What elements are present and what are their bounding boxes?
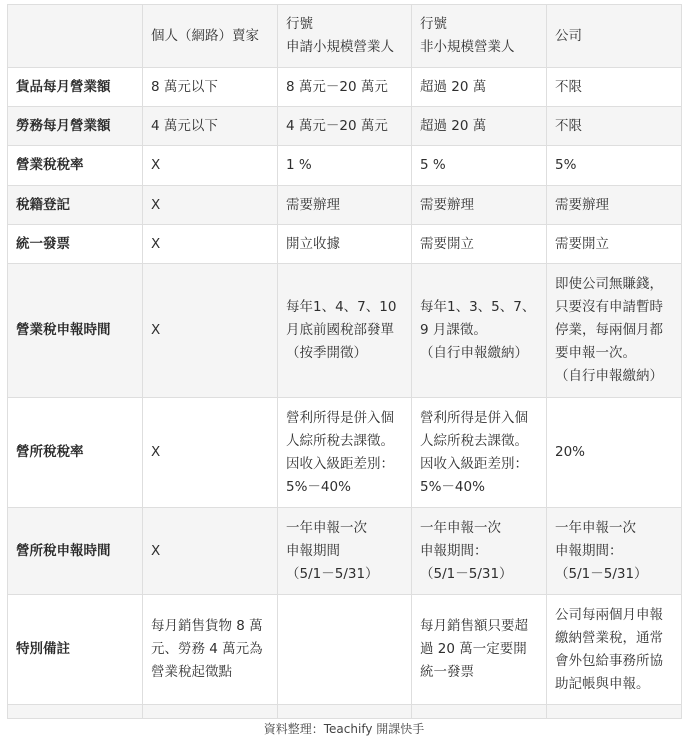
row-label: 營業稅申報時間 <box>8 264 143 398</box>
empty-cell <box>278 705 412 719</box>
table-cell: 8 萬元－20 萬元 <box>278 68 412 107</box>
empty-cell <box>8 705 143 719</box>
table-cell: X <box>143 508 278 595</box>
table-cell: 8 萬元以下 <box>143 68 278 107</box>
header-company: 公司 <box>547 5 682 68</box>
table-cell: 5% <box>547 146 682 186</box>
tax-comparison-table <box>7 4 682 719</box>
empty-cell <box>143 705 278 719</box>
table-cell: 5 % <box>412 146 547 186</box>
table-cell: 4 萬元－20 萬元 <box>278 107 412 146</box>
table-cell: 每年1、3、5、7、9 月課徵。 （自行申報繳納） <box>412 264 547 398</box>
row-label: 營業稅稅率 <box>8 146 143 186</box>
table-cell: 超過 20 萬 <box>412 107 547 146</box>
empty-cell <box>412 705 547 719</box>
table-cell: 1 % <box>278 146 412 186</box>
table-cell: 每月銷售貨物 8 萬元、勞務 4 萬元為營業稅起徵點 <box>143 595 278 705</box>
table-cell: X <box>143 398 278 508</box>
table-cell: 需要開立 <box>547 225 682 264</box>
table-cell: 4 萬元以下 <box>143 107 278 146</box>
header-small-business: 行號 申請小規模營業人 <box>278 5 412 68</box>
empty-cell <box>547 705 682 719</box>
table-cell: 一年申報一次 申報期間 （5/1－5/31） <box>278 508 412 595</box>
row-label: 貨品每月營業額 <box>8 68 143 107</box>
table-cell: 需要辦理 <box>412 186 547 225</box>
table-cell: 即使公司無賺錢，只要沒有申請暫時停業，每兩個月都要申報一次。 （自行申報繳納） <box>547 264 682 398</box>
table-row <box>8 146 682 186</box>
comparison-table-wrapper <box>7 4 681 719</box>
table-row-empty <box>8 705 682 719</box>
row-label: 稅籍登記 <box>8 186 143 225</box>
table-cell: 公司每兩個月申報繳納營業稅，通常會外包給事務所協助記帳與申報。 <box>547 595 682 705</box>
table-cell: 20% <box>547 398 682 508</box>
table-row <box>8 107 682 146</box>
header-corner-cell <box>8 5 143 68</box>
table-row <box>8 595 682 705</box>
table-cell: 需要辦理 <box>547 186 682 225</box>
table-row <box>8 264 682 398</box>
table-cell: 不限 <box>547 68 682 107</box>
table-cell: 超過 20 萬 <box>412 68 547 107</box>
table-row <box>8 398 682 508</box>
table-cell: 營利所得是併入個人綜所稅去課徵。 因收入級距差別：5%－40% <box>278 398 412 508</box>
table-cell <box>278 595 412 705</box>
header-non-small-business: 行號 非小規模營業人 <box>412 5 547 68</box>
table-cell: X <box>143 225 278 264</box>
header-individual-seller: 個人（網路）賣家 <box>143 5 278 68</box>
table-cell: 不限 <box>547 107 682 146</box>
table-cell: 需要開立 <box>412 225 547 264</box>
table-row <box>8 68 682 107</box>
table-cell: 一年申報一次 申報期間： （5/1－5/31） <box>547 508 682 595</box>
table-cell: X <box>143 146 278 186</box>
table-cell: 營利所得是併入個人綜所稅去課徵。 因收入級距差別：5%－40% <box>412 398 547 508</box>
table-cell: 需要辦理 <box>278 186 412 225</box>
table-cell: 一年申報一次 申報期間： （5/1－5/31） <box>412 508 547 595</box>
source-caption: 資料整理：Teachify 開課快手 <box>263 722 425 736</box>
row-label: 統一發票 <box>8 225 143 264</box>
row-label: 特別備註 <box>8 595 143 705</box>
header-row <box>8 5 682 68</box>
table-cell: 開立收據 <box>278 225 412 264</box>
table-cell: 每月銷售額只要超過 20 萬一定要開統一發票 <box>412 595 547 705</box>
row-label: 營所稅稅率 <box>8 398 143 508</box>
table-row <box>8 225 682 264</box>
table-cell: 每年1、4、7、10月底前國稅部發單 （按季開徵） <box>278 264 412 398</box>
table-cell: X <box>143 186 278 225</box>
row-label: 營所稅申報時間 <box>8 508 143 595</box>
row-label: 勞務每月營業額 <box>8 107 143 146</box>
table-row <box>8 186 682 225</box>
table-row <box>8 508 682 595</box>
table-cell: X <box>143 264 278 398</box>
